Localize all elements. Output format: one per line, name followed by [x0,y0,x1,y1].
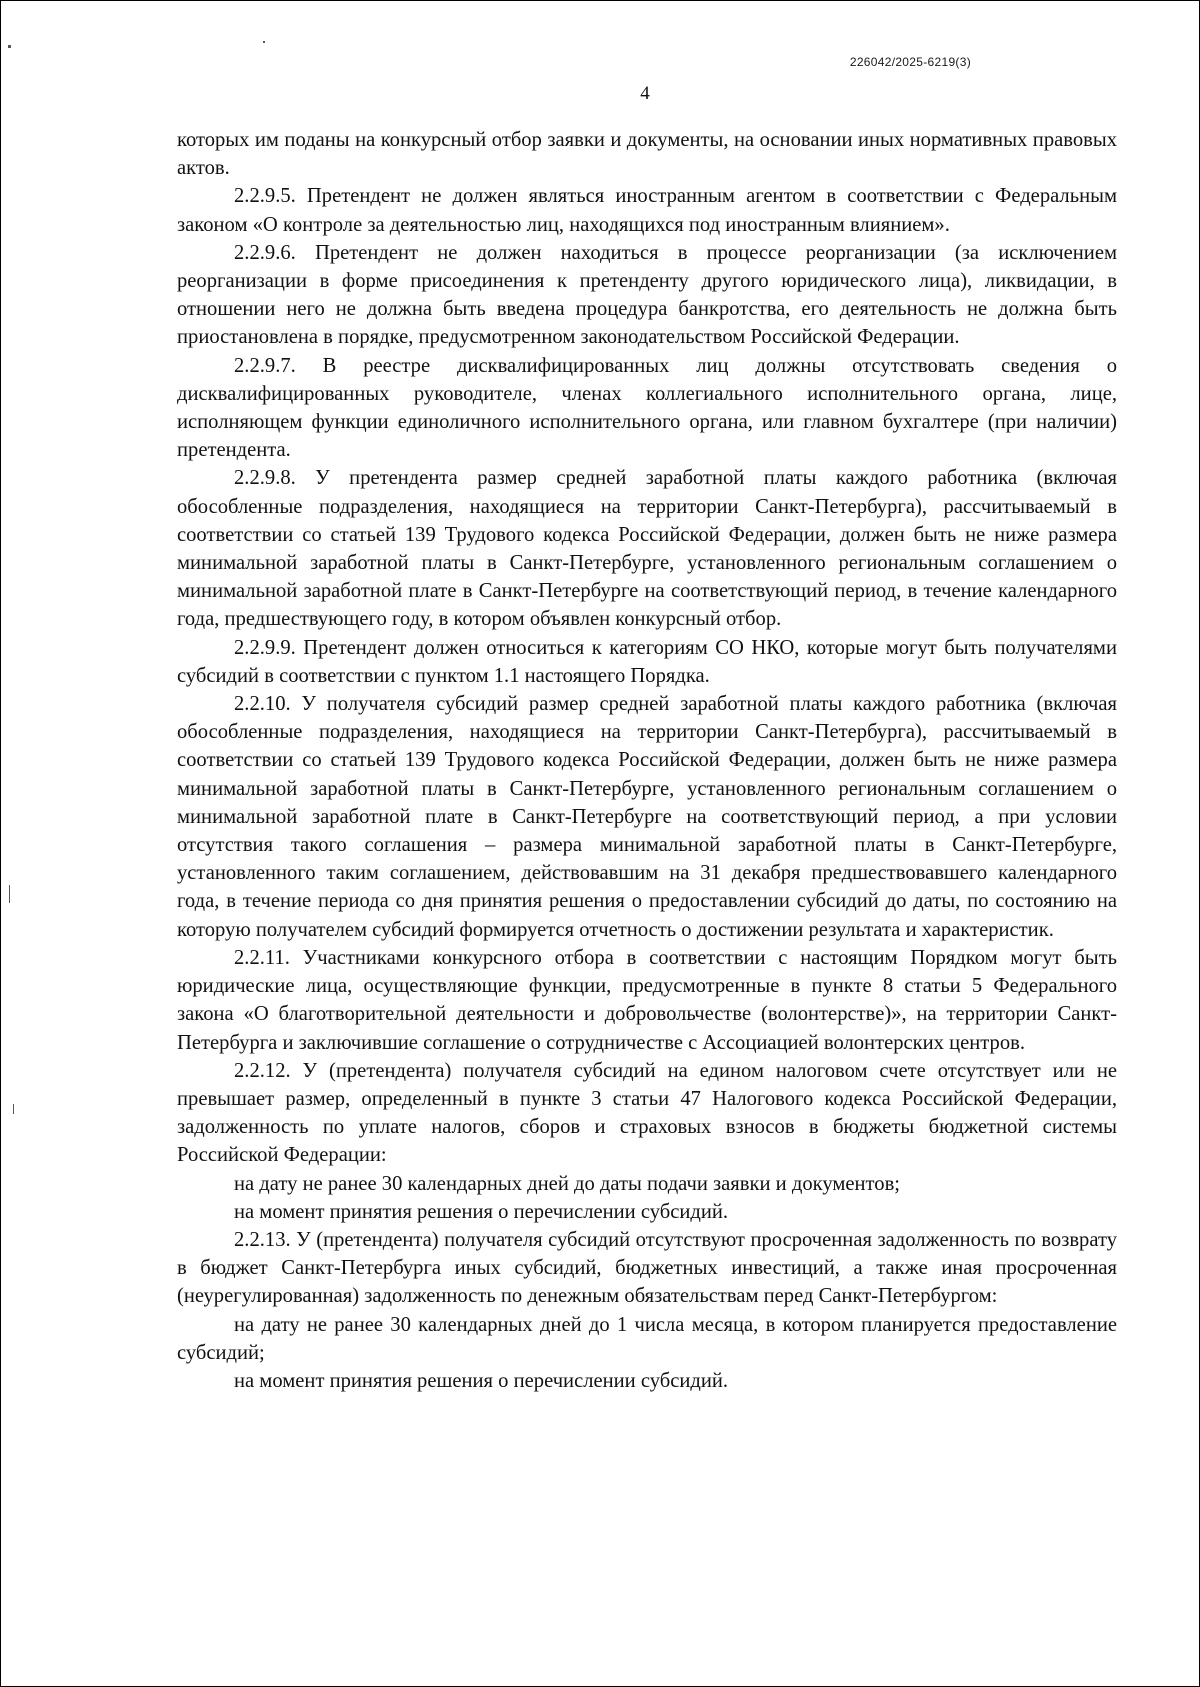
document-body [177,126,1117,1395]
document-id: 226042/2025-6219(3) [849,55,971,69]
scan-speck [8,45,11,48]
scan-speck [263,41,265,43]
paragraph-2-2-9-6: 2.2.9.6. Претендент не должен находиться в процессе реорганизации (за исключением реорганизации в форме присоединения к претенденту другого юридического лица), ликвидации, в отношении него не должна быть введена процедура банкротства, его деятельность не должна быть приостановлена в порядке, предусмотренном законодательством Российской Федерации. [177,241,1117,349]
paragraph-continuation: которых им поданы на конкурсный отбор заявки и документы, на основании иных нормативных правовых актов. [177,129,1117,180]
paragraph-2-2-9-8: 2.2.9.8. У претендента размер средней заработной платы каждого работника (включая обособленные подразделения, находящиеся на территории Санкт-Петербурга), рассчитываемый в соответствии со статьей 139 Трудового кодекса Российской Федерации, должен быть не ниже размера минимальной заработной платы в Санкт-Петербурге, установленного региональным соглашением о минимальной заработной плате в Санкт-Петербурге на соответствующий период, в течение календарного года, предшествующего году, в котором объявлен конкурсный отбор. [177,467,1117,631]
paragraph-2-2-12-item-1: на дату не ранее 30 календарных дней до даты подачи заявки и документов; [234,1172,901,1195]
paragraph-2-2-12-item-2: на момент принятия решения о перечислении субсидий. [234,1200,729,1223]
scan-speck [13,1104,14,1114]
page-number: 4 [640,83,650,104]
paragraph-2-2-10: 2.2.10. У получателя субсидий размер средней заработной платы каждого работника (включая обособленные подразделения, находящиеся на территории Санкт-Петербурга), рассчитываемый в соответствии со статьей 139 Трудового кодекса Российской Федерации, должен быть не ниже размера минимальной заработной платы в Санкт-Петербурге, установленного региональным соглашением о минимальной заработной плате в Санкт-Петербурге на соответствующий период, а при условии отсутствия такого соглашения – размера минимальной заработной платы в Санкт-Петербурге, установленного таким соглашением, действовавшим на 31 декабря предшествовавшего календарного года, в течение периода со дня принятия решения о предоставлении субсидий до даты, по состоянию на которую получателем субсидий формируется отчетность о достижении результата и характеристик. [177,693,1117,941]
paragraph-2-2-12: 2.2.12. У (претендента) получателя субсидий на едином налоговом счете отсутствует или не превышает размер, определенный в пункте 3 статьи 47 Налогового кодекса Российской Федерации, задолженность по уплате налогов, сборов и страховых взносов в бюджеты бюджетной системы Российской Федерации: [177,1059,1117,1167]
paragraph-2-2-13-item-2: на момент принятия решения о перечислении субсидий. [234,1369,729,1392]
scan-speck [9,885,10,903]
paragraph-2-2-9-9: 2.2.9.9. Претендент должен относиться к категориям СО НКО, которые могут быть получателями субсидий в соответствии с пунктом 1.1 настоящего Порядка. [177,636,1117,687]
paragraph-2-2-11: 2.2.11. Участниками конкурсного отбора в соответствии с настоящим Порядком могут быть юридические лица, осуществляющие функции, предусмотренные в пункте 8 статьи 5 Федерального закона «О благотворительной деятельности и добровольчестве (волонтерстве)», на территории Санкт-Петербурга и заключившие соглашение о сотрудничестве с Ассоциацией волонтерских центров. [177,946,1117,1054]
paragraph-2-2-13-item-1: на дату не ранее 30 календарных дней до 1 числа месяца, в котором планируется предоставление субсидий; [177,1313,1117,1364]
paragraph-2-2-9-7: 2.2.9.7. В реестре дисквалифицированных лиц должны отсутствовать сведения о дисквалифицированных руководителе, членах коллегиального исполнительного органа, лице, исполняющем функции единоличного исполнительного органа, или главном бухгалтере (при наличии) претендента. [177,354,1117,462]
paragraph-2-2-13: 2.2.13. У (претендента) получателя субсидий отсутствуют просроченная задолженность по возврату в бюджет Санкт-Петербурга иных субсидий, бюджетных инвестиций, а также иная просроченная (неурегулированная) задолженность по денежным обязательствам перед Санкт-Петербургом: [177,1228,1117,1308]
paragraph-2-2-9-5: 2.2.9.5. Претендент не должен являться иностранным агентом в соответствии с Федеральным законом «О контроле за деятельностью лиц, находящихся под иностранным влиянием». [177,185,1117,236]
